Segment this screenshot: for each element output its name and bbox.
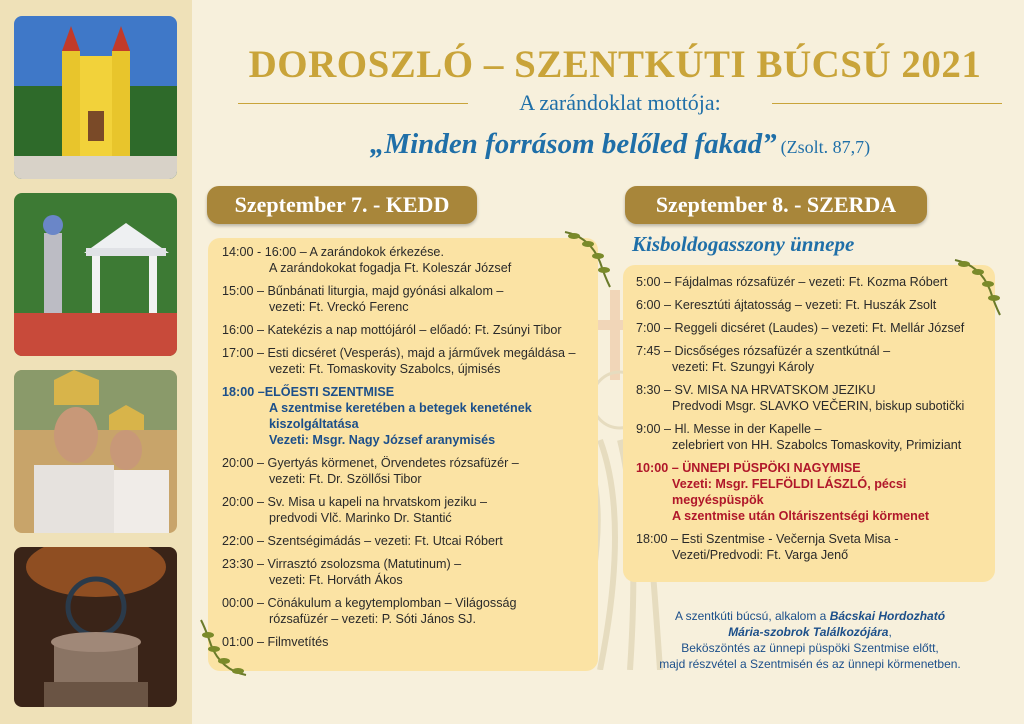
schedule-entry-detail: Vezeti: Msgr. Nagy József aranymisés xyxy=(269,433,496,447)
schedule-entry-line: 7:45 – Dicsőséges rózsafüzér a szentkútnál – xyxy=(636,344,891,358)
footnote-emphasis: Mária-szobrok Találkozójára xyxy=(728,625,889,639)
schedule-entry-line: 15:00 – Bűnbánati liturgia, majd gyónási alkalom – xyxy=(222,284,504,298)
schedule-entry-detail: zelebriert von HH. Szabolcs Tomaskovity, Primiziant xyxy=(672,438,962,452)
schedule-entry-line: 5:00 – Fájdalmas rózsafüzér – vezeti: Ft. Kozma Róbert xyxy=(636,275,948,289)
vine-ornament-icon xyxy=(196,615,252,685)
schedule-entry xyxy=(636,343,996,375)
schedule-entry xyxy=(636,460,996,524)
schedule-entry-detail: predvodi Vlč. Marinko Dr. Stantić xyxy=(269,511,452,525)
schedule-entry xyxy=(636,531,996,563)
schedule-entry xyxy=(636,382,996,414)
schedule-entry-detail: Vezeti/Predvodi: Ft. Varga Jenő xyxy=(672,548,849,562)
schedule-entry xyxy=(222,455,602,487)
motto-label-row xyxy=(238,92,1002,114)
madonna-statue-photo xyxy=(14,370,177,533)
schedule-entry-detail: vezeti: Ft. Tomaskovity Szabolcs, újmisés xyxy=(269,362,501,376)
schedule-entry-line: 16:00 – Katekézis a nap mottójáról – előadó: Ft. Zsúnyi Tibor xyxy=(222,323,562,337)
day2-subtitle: Kisboldogasszony ünnepe xyxy=(632,232,855,256)
vine-ornament-icon xyxy=(950,250,1006,320)
schedule-entry-line: 14:00 - 16:00 – A zarándokok érkezése. xyxy=(222,245,444,259)
schedule-entry-detail: A szentmise keretében a betegek kenetének xyxy=(269,401,532,415)
day1-tab: Szeptember 7. - KEDD xyxy=(207,186,477,224)
footnote xyxy=(620,608,1000,672)
schedule-entry xyxy=(636,320,996,336)
shrine-photo xyxy=(14,193,177,356)
day1-schedule xyxy=(222,244,602,657)
footnote-text: A szentkúti búcsú, alkalom a xyxy=(674,609,830,623)
schedule-entry-detail: vezeti: Ft. Vreckó Ferenc xyxy=(269,300,409,314)
schedule-entry-detail: megyéspüspök xyxy=(672,493,764,507)
schedule-entry-line: 22:00 – Szentségimádás – vezeti: Ft. Utcai Róbert xyxy=(222,534,503,548)
schedule-entry xyxy=(222,322,602,338)
motto-label: A zarándoklat mottója: xyxy=(519,90,721,115)
footnote-text: majd részvétel a Szentmisén és az ünnepi körmenetben. xyxy=(659,657,961,671)
schedule-entry xyxy=(222,556,602,588)
schedule-entry xyxy=(636,421,996,453)
day2-tab: Szeptember 8. - SZERDA xyxy=(625,186,927,224)
motto xyxy=(240,128,1000,161)
schedule-entry xyxy=(222,533,602,549)
schedule-entry-line: 18:00 – Esti Szentmise - Večernja Sveta Misa - xyxy=(636,532,899,546)
schedule-entry xyxy=(222,345,602,377)
schedule-entry-detail: vezeti: Ft. Horváth Ákos xyxy=(269,573,403,587)
schedule-entry-line: 00:00 – Cönákulum a kegytemplomban – Világosság xyxy=(222,596,517,610)
schedule-entry-line: 9:00 – Hl. Messe in der Kapelle – xyxy=(636,422,822,436)
schedule-entry xyxy=(222,283,602,315)
schedule-entry-line: 8:30 – SV. MISA NA HRVATSKOM JEZIKU xyxy=(636,383,876,397)
schedule-entry-line: 20:00 – Gyertyás körmenet, Örvendetes rózsafüzér – xyxy=(222,456,519,470)
schedule-entry-detail: vezeti: Ft. Szungyi Károly xyxy=(672,360,815,374)
schedule-entry xyxy=(636,297,996,313)
schedule-entry xyxy=(222,244,602,276)
schedule-entry-line: 17:00 – Esti dicséret (Vesperás), majd a járművek megáldása – xyxy=(222,346,576,360)
schedule-entry xyxy=(222,595,602,627)
schedule-entry xyxy=(636,274,996,290)
holy-well-photo xyxy=(14,547,177,707)
vine-ornament-icon xyxy=(560,222,616,292)
motto-reference: (Zsolt. 87,7) xyxy=(780,137,871,157)
church-photo xyxy=(14,16,177,179)
footnote-emphasis: Bácskai Hordozható xyxy=(829,609,946,623)
motto-quote: „Minden forrásom belőled fakad” xyxy=(369,128,777,160)
schedule-entry-detail: rózsafüzér – vezeti: P. Sóti János SJ. xyxy=(269,612,476,626)
schedule-entry-line: 18:00 –ELŐESTI SZENTMISE xyxy=(222,385,395,399)
schedule-entry-line: 10:00 – ÜNNEPI PÜSPÖKI NAGYMISE xyxy=(636,461,861,475)
schedule-entry-detail: vezeti: Ft. Dr. Szöllősi Tibor xyxy=(269,472,422,486)
day2-schedule xyxy=(636,274,996,570)
schedule-entry-line: 6:00 – Keresztúti ájtatosság – vezeti: Ft. Huszák Zsolt xyxy=(636,298,937,312)
schedule-entry xyxy=(222,494,602,526)
footnote-text: Beköszöntés az ünnepi püspöki Szentmise előtt, xyxy=(681,641,939,655)
schedule-entry-line: 20:00 – Sv. Misa u kapeli na hrvatskom jeziku – xyxy=(222,495,488,509)
schedule-entry-line: 23:30 – Virrasztó zsolozsma (Matutinum) – xyxy=(222,557,462,571)
schedule-entry-detail: A zarándokokat fogadja Ft. Koleszár József xyxy=(269,261,512,275)
schedule-entry xyxy=(222,634,602,650)
schedule-entry xyxy=(222,384,602,448)
schedule-entry-detail: Predvodi Msgr. SLAVKO VEČERIN, biskup subotički xyxy=(672,399,965,413)
schedule-entry-detail: Vezeti: Msgr. FELFÖLDI LÁSZLÓ, pécsi xyxy=(672,477,907,491)
photo-strip xyxy=(0,0,192,724)
schedule-entry-line: 7:00 – Reggeli dicséret (Laudes) – vezeti: Ft. Mellár József xyxy=(636,321,965,335)
footnote-text: , xyxy=(888,625,892,639)
schedule-entry-line: 01:00 – Filmvetítés xyxy=(222,635,329,649)
schedule-entry-detail: kiszolgáltatása xyxy=(269,417,359,431)
page-title: DOROSZLÓ – SZENTKÚTI BÚCSÚ 2021 xyxy=(248,43,982,86)
schedule-entry-detail: A szentmise után Oltáriszentségi körmenet xyxy=(672,509,930,523)
